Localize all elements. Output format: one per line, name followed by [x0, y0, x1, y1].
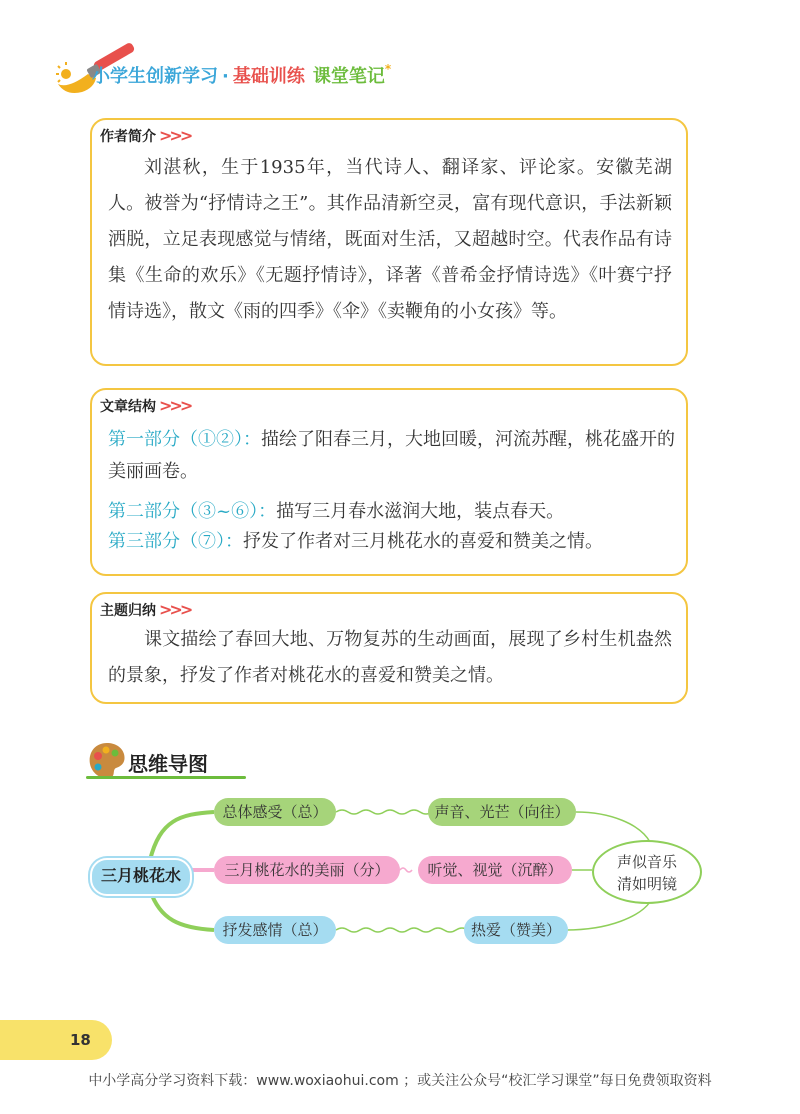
- footer-note: 中小学高分学习资料下载：www.woxiaohui.com ；或关注公众号“校汇学习课堂”每日免费领取资料: [88, 1073, 712, 1089]
- theme-heading: 主题归纳: [100, 603, 156, 619]
- mindmap-node-overall: 总体感受（总）: [214, 798, 336, 826]
- conclusion-line-2: 清如明镜: [616, 875, 677, 893]
- mindmap-node-senses: 听觉、视觉（沉醉）: [418, 856, 572, 884]
- mindmap-conclusion: [592, 840, 702, 904]
- arrows-icon: >>>: [159, 396, 191, 415]
- theme-box: [90, 592, 688, 704]
- theme-text: 课文描绘了春回大地、万物复苏的生动画面，展现了乡村生机盎然的景象，抒发了作者对桃花水的喜爱和赞美之情。: [108, 629, 672, 686]
- mindmap-node-emotion: 抒发感情（总）: [214, 916, 336, 944]
- series-title: [92, 62, 391, 88]
- structure-heading: 文章结构: [100, 399, 156, 415]
- structure-part-2: [108, 496, 676, 528]
- author-intro-box: [90, 118, 688, 366]
- part-text: 抒发了作者对三月桃花水的喜爱和赞美之情。: [243, 531, 603, 552]
- part-label: 第三部分（⑦）：: [108, 531, 243, 552]
- arrows-icon: >>>: [159, 600, 191, 619]
- series-basic-training: 基础训练: [232, 66, 305, 87]
- theme-title: [100, 600, 190, 620]
- author-intro-text: 刘湛秋，生于1935年，当代诗人、翻译家、评论家。安徽芜湖人。被誉为“抒情诗之王”。其作品清新空灵，富有现代意识，手法新颖洒脱，立足表现感觉与情绪，既面对生活，又超越时空。代表作品有诗集《生命的欢乐》《无题抒情诗》，译著《普希金抒情诗选》《叶赛宁抒情诗选》，散文《雨的四季》《伞》《卖鞭角的小女孩》等。: [108, 157, 672, 322]
- series-class-notes: 课堂笔记: [312, 66, 385, 87]
- structure-part-3: [108, 526, 676, 558]
- part-text: 描绘了阳春三月，大地回暖，河流苏醒，桃花盛开的美丽画卷。: [108, 429, 675, 482]
- structure-part-1: [108, 424, 676, 488]
- mindmap-root: 三月桃花水: [90, 858, 192, 896]
- page-number-bar: [0, 1020, 112, 1060]
- mindmap-title: 思维导图: [128, 752, 208, 776]
- author-intro-title: [100, 126, 190, 146]
- star-icon: *: [384, 62, 392, 76]
- title-underline: [86, 776, 246, 779]
- mindmap-node-love: 热爱（赞美）: [464, 916, 568, 944]
- structure-title: [100, 396, 190, 416]
- series-name: 小学生创新学习: [92, 66, 218, 87]
- author-intro-heading: 作者简介: [100, 129, 156, 145]
- mindmap-node-beauty: 三月桃花水的美丽（分）: [214, 856, 400, 884]
- arrows-icon: >>>: [159, 126, 191, 145]
- part-label: 第一部分（①②）：: [108, 429, 261, 450]
- page-number: 18: [70, 1031, 91, 1049]
- mindmap-node-sound-light: 声音、光芒（向往）: [428, 798, 576, 826]
- separator-dot: ·: [222, 66, 229, 87]
- structure-box: [90, 388, 688, 576]
- part-label: 第二部分（③~⑥）：: [108, 501, 277, 522]
- part-text: 描写三月春水滋润大地，装点春天。: [276, 501, 565, 522]
- conclusion-line-1: 声似音乐: [616, 853, 677, 871]
